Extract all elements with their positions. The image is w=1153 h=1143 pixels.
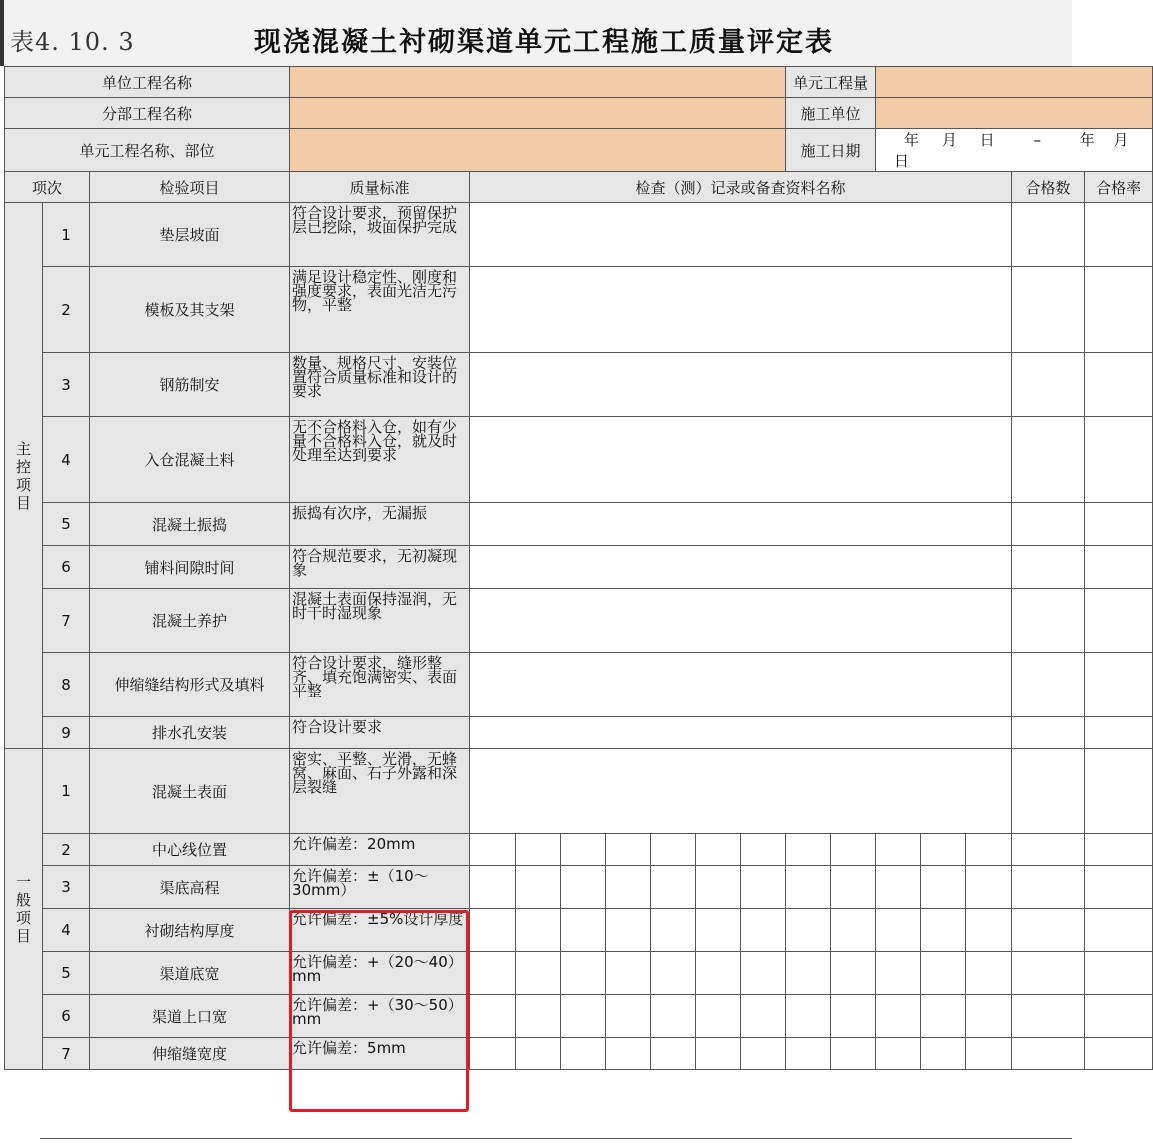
main-control-group-label: 主 控 项 目 (5, 203, 43, 749)
item-number: 4 (43, 417, 90, 503)
record-grid-cell[interactable] (876, 866, 921, 909)
pass-count-cell[interactable] (1012, 717, 1085, 749)
record-grid-cell[interactable] (516, 1038, 561, 1070)
record-grid-cell[interactable] (921, 952, 966, 995)
item-number: 7 (43, 1038, 90, 1070)
record-grid-cell[interactable] (876, 995, 921, 1038)
pass-rate-cell[interactable] (1085, 1038, 1153, 1070)
pass-rate-cell[interactable] (1085, 546, 1153, 589)
item-number: 3 (43, 353, 90, 417)
item-number: 6 (43, 546, 90, 589)
table-row (5, 203, 1153, 267)
table-row (5, 717, 1153, 749)
item-number: 1 (43, 203, 90, 267)
item-number: 3 (43, 866, 90, 909)
item-number: 8 (43, 653, 90, 717)
construction-date-label: 施工日期 (786, 129, 876, 172)
table-row (5, 866, 1153, 909)
unit-quantity-label: 单元工程量 (786, 67, 876, 98)
record-grid-cell[interactable] (786, 834, 831, 866)
header-item-no: 项次 (5, 172, 90, 203)
inspection-item: 渠底高程 (90, 866, 290, 909)
pass-count-cell[interactable] (1012, 267, 1085, 353)
table-row (5, 353, 1153, 417)
record-grid-cell[interactable] (470, 909, 516, 952)
date-month-end: 月 (1113, 131, 1129, 149)
pass-rate-cell[interactable] (1085, 952, 1153, 995)
record-grid-cell[interactable] (831, 834, 876, 866)
record-grid-cell[interactable] (741, 952, 786, 995)
record-grid-cell[interactable] (831, 995, 876, 1038)
unit-project-name-label: 单位工程名称 (5, 67, 290, 98)
inspection-item: 渠道上口宽 (90, 995, 290, 1038)
pass-count-cell[interactable] (1012, 203, 1085, 267)
item-number: 6 (43, 995, 90, 1038)
record-cell[interactable] (470, 546, 1012, 589)
item-number: 7 (43, 589, 90, 653)
table-row (5, 834, 1153, 866)
construction-date-value[interactable] (876, 129, 1153, 172)
record-grid-cell[interactable] (516, 995, 561, 1038)
record-grid-cell[interactable] (741, 866, 786, 909)
record-grid-cell[interactable] (966, 1038, 1012, 1070)
pass-count-cell[interactable] (1012, 503, 1085, 546)
record-grid-cell[interactable] (831, 866, 876, 909)
header-inspection-item: 检验项目 (90, 172, 290, 203)
date-day-start: 日 (979, 131, 995, 149)
record-grid-cell[interactable] (966, 995, 1012, 1038)
form-title: 现浇混凝土衬砌渠道单元工程施工质量评定表 (254, 27, 834, 58)
record-grid-cell[interactable] (966, 834, 1012, 866)
quality-standard: 允许偏差：5mm (290, 1038, 470, 1070)
record-grid-cell[interactable] (696, 1038, 741, 1070)
record-grid-cell[interactable] (606, 834, 651, 866)
inspection-item: 铺料间隙时间 (90, 546, 290, 589)
date-year-start: 年 (904, 131, 920, 149)
pass-count-cell[interactable] (1012, 749, 1085, 834)
record-grid-cell[interactable] (561, 995, 606, 1038)
item-number: 2 (43, 267, 90, 353)
record-grid-cell[interactable] (786, 995, 831, 1038)
record-grid-cell[interactable] (561, 909, 606, 952)
record-grid-cell[interactable] (831, 952, 876, 995)
inspection-item: 钢筋制安 (90, 353, 290, 417)
quality-standard: 允许偏差：+（30～50）mm (290, 995, 470, 1038)
record-grid-cell[interactable] (966, 909, 1012, 952)
record-grid-cell[interactable] (876, 1038, 921, 1070)
record-grid-cell[interactable] (876, 909, 921, 952)
item-number: 9 (43, 717, 90, 749)
contractor-value[interactable] (876, 98, 1153, 129)
record-grid-cell[interactable] (921, 995, 966, 1038)
inspection-item: 渠道底宽 (90, 952, 290, 995)
inspection-item: 衬砌结构厚度 (90, 909, 290, 952)
record-grid-cell[interactable] (470, 866, 516, 909)
table-row (5, 952, 1153, 995)
pass-count-cell[interactable] (1012, 353, 1085, 417)
quality-standard: 振捣有次序，无漏振 (290, 503, 470, 546)
inspection-item: 伸缩缝结构形式及填料 (90, 653, 290, 717)
record-grid-cell[interactable] (921, 866, 966, 909)
record-grid-cell[interactable] (741, 834, 786, 866)
pass-rate-cell[interactable] (1085, 417, 1153, 503)
pass-count-cell[interactable] (1012, 1038, 1085, 1070)
inspection-item: 排水孔安装 (90, 717, 290, 749)
record-grid-cell[interactable] (651, 834, 696, 866)
contractor-label: 施工单位 (786, 98, 876, 129)
record-grid-cell[interactable] (651, 866, 696, 909)
record-grid-cell[interactable] (786, 952, 831, 995)
quality-standard: 符合设计要求 (290, 717, 470, 749)
table-row (5, 909, 1153, 952)
record-grid-cell[interactable] (561, 952, 606, 995)
record-grid-cell[interactable] (921, 909, 966, 952)
pass-rate-cell[interactable] (1085, 717, 1153, 749)
record-grid-cell[interactable] (561, 866, 606, 909)
inspection-item: 混凝土养护 (90, 589, 290, 653)
record-grid-cell[interactable] (696, 995, 741, 1038)
record-cell[interactable] (470, 353, 1012, 417)
pass-rate-cell[interactable] (1085, 749, 1153, 834)
record-grid-cell[interactable] (876, 952, 921, 995)
inspection-item: 混凝土表面 (90, 749, 290, 834)
record-grid-cell[interactable] (651, 1038, 696, 1070)
record-cell[interactable] (470, 417, 1012, 503)
bottom-rule (40, 1138, 1072, 1139)
record-grid-cell[interactable] (921, 1038, 966, 1070)
pass-rate-cell[interactable] (1085, 203, 1153, 267)
record-grid-cell[interactable] (696, 952, 741, 995)
record-grid-cell[interactable] (606, 952, 651, 995)
record-grid-cell[interactable] (921, 834, 966, 866)
quality-standard: 无不合格料入仓，如有少量不合格料入仓，就及时处理至达到要求 (290, 417, 470, 503)
pass-rate-cell[interactable] (1085, 995, 1153, 1038)
record-grid-cell[interactable] (966, 952, 1012, 995)
record-grid-cell[interactable] (831, 909, 876, 952)
record-grid-cell[interactable] (741, 995, 786, 1038)
pass-count-cell[interactable] (1012, 952, 1085, 995)
item-number: 2 (43, 834, 90, 866)
header-pass-rate: 合格率 (1085, 172, 1153, 203)
pass-rate-cell[interactable] (1085, 909, 1153, 952)
table-row (5, 267, 1153, 353)
table-row (5, 749, 1153, 834)
inspection-item: 入仓混凝土料 (90, 417, 290, 503)
pass-count-cell[interactable] (1012, 653, 1085, 717)
record-grid-cell[interactable] (786, 909, 831, 952)
table-row (5, 546, 1153, 589)
record-cell[interactable] (470, 653, 1012, 717)
table-row (5, 653, 1153, 717)
quality-standard: 满足设计稳定性、刚度和强度要求，表面光洁无污物，平整 (290, 267, 470, 353)
item-number: 4 (43, 909, 90, 952)
record-grid-cell[interactable] (786, 1038, 831, 1070)
inspection-item: 垫层坡面 (90, 203, 290, 267)
quality-standard: 允许偏差：±5%设计厚度 (290, 909, 470, 952)
record-cell[interactable] (470, 203, 1012, 267)
pass-count-cell[interactable] (1012, 909, 1085, 952)
pass-count-cell[interactable] (1012, 546, 1085, 589)
unit-project-name-value[interactable] (290, 67, 786, 98)
record-grid-cell[interactable] (516, 834, 561, 866)
record-cell[interactable] (470, 589, 1012, 653)
record-grid-cell[interactable] (516, 909, 561, 952)
unit-name-location-value[interactable] (290, 129, 786, 172)
date-day-end: 日 (894, 152, 910, 170)
record-grid-cell[interactable] (470, 952, 516, 995)
record-grid-cell[interactable] (470, 834, 516, 866)
record-grid-cell[interactable] (696, 834, 741, 866)
header-pass-count: 合格数 (1012, 172, 1085, 203)
pass-count-cell[interactable] (1012, 417, 1085, 503)
record-grid-cell[interactable] (606, 866, 651, 909)
pass-rate-cell[interactable] (1085, 503, 1153, 546)
pass-count-cell[interactable] (1012, 589, 1085, 653)
record-cell[interactable] (470, 503, 1012, 546)
record-grid-cell[interactable] (741, 1038, 786, 1070)
quality-standard: 符合规范要求，无初凝现象 (290, 546, 470, 589)
header-quality-standard: 质量标准 (290, 172, 470, 203)
table-row (5, 995, 1153, 1038)
record-grid-cell[interactable] (561, 834, 606, 866)
pass-rate-cell[interactable] (1085, 866, 1153, 909)
item-number: 1 (43, 749, 90, 834)
quality-standard: 符合设计要求，缝形整齐、填充饱满密实、表面平整 (290, 653, 470, 717)
record-grid-cell[interactable] (606, 995, 651, 1038)
item-number: 5 (43, 952, 90, 995)
pass-rate-cell[interactable] (1085, 834, 1153, 866)
table-row (5, 417, 1153, 503)
table-row (5, 589, 1153, 653)
date-range-dash: – (1033, 131, 1041, 149)
record-cell[interactable] (470, 717, 1012, 749)
item-number: 5 (43, 503, 90, 546)
table-row (5, 503, 1153, 546)
inspection-item: 伸缩缝宽度 (90, 1038, 290, 1070)
pass-count-cell[interactable] (1012, 834, 1085, 866)
quality-standard: 允许偏差：±（10～30mm） (290, 866, 470, 909)
record-cell[interactable] (470, 749, 1012, 834)
record-grid-cell[interactable] (966, 866, 1012, 909)
quality-standard: 混凝土表面保持湿润，无时干时湿现象 (290, 589, 470, 653)
quality-standard: 符合设计要求，预留保护层已挖除，坡面保护完成 (290, 203, 470, 267)
record-grid-cell[interactable] (741, 909, 786, 952)
record-grid-cell[interactable] (696, 866, 741, 909)
unit-quantity-value[interactable] (876, 67, 1153, 98)
record-grid-cell[interactable] (606, 909, 651, 952)
inspection-item: 中心线位置 (90, 834, 290, 866)
pass-rate-cell[interactable] (1085, 653, 1153, 717)
table-number: 表4. 10. 3 (10, 28, 135, 56)
table-row (5, 1038, 1153, 1070)
record-grid-cell[interactable] (516, 866, 561, 909)
date-month-start: 月 (941, 131, 957, 149)
quality-standard: 允许偏差：20mm (290, 834, 470, 866)
date-year-end: 年 (1079, 131, 1095, 149)
inspection-item: 混凝土振捣 (90, 503, 290, 546)
record-grid-cell[interactable] (651, 995, 696, 1038)
unit-name-location-label: 单元工程名称、部位 (5, 129, 290, 172)
quality-assessment-table (4, 66, 1153, 1070)
record-grid-cell[interactable] (786, 866, 831, 909)
record-grid-cell[interactable] (876, 834, 921, 866)
pass-rate-cell[interactable] (1085, 589, 1153, 653)
pass-rate-cell[interactable] (1085, 267, 1153, 353)
record-grid-cell[interactable] (831, 1038, 876, 1070)
pass-count-cell[interactable] (1012, 866, 1085, 909)
sub-project-name-value[interactable] (290, 98, 786, 129)
record-grid-cell[interactable] (470, 995, 516, 1038)
pass-rate-cell[interactable] (1085, 353, 1153, 417)
record-grid-cell[interactable] (696, 909, 741, 952)
quality-standard: 允许偏差：+（20～40）mm (290, 952, 470, 995)
record-grid-cell[interactable] (470, 1038, 516, 1070)
quality-standard: 密实、平整、光滑，无蜂窝、麻面、石子外露和深层裂缝 (290, 749, 470, 834)
general-group-label: 一 般 项 目 (5, 749, 43, 1070)
inspection-item: 模板及其支架 (90, 267, 290, 353)
title-bar (4, 0, 1072, 67)
record-cell[interactable] (470, 267, 1012, 353)
record-grid-cell[interactable] (651, 952, 696, 995)
sub-project-name-label: 分部工程名称 (5, 98, 290, 129)
record-grid-cell[interactable] (606, 1038, 651, 1070)
quality-standard: 数量、规格尺寸、安装位置符合质量标准和设计的要求 (290, 353, 470, 417)
record-grid-cell[interactable] (561, 1038, 606, 1070)
pass-count-cell[interactable] (1012, 995, 1085, 1038)
header-record: 检查（测）记录或备查资料名称 (470, 172, 1012, 203)
record-grid-cell[interactable] (651, 909, 696, 952)
record-grid-cell[interactable] (516, 952, 561, 995)
